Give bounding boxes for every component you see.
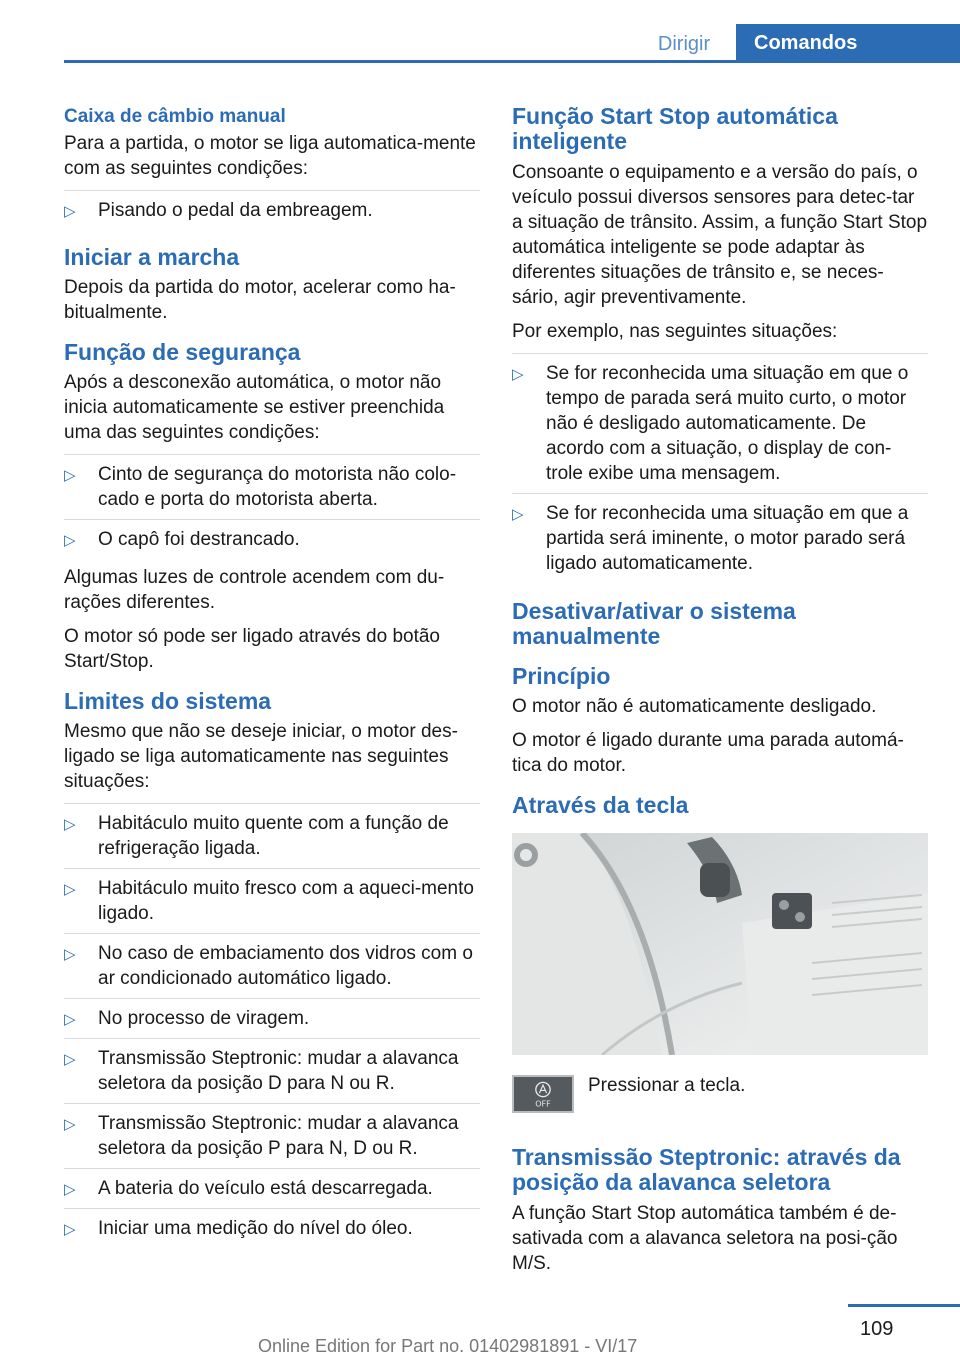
triangle-right-icon: ▷ xyxy=(64,1116,76,1133)
list-seguranca xyxy=(64,454,480,559)
list-manual xyxy=(64,190,480,230)
triangle-right-icon: ▷ xyxy=(64,1181,76,1198)
list-item: ▷ A bateria do veículo está descarregada. xyxy=(64,1168,480,1208)
heading-limites-sistema: Limites do sistema xyxy=(64,688,272,714)
key-instruction-row xyxy=(512,1073,928,1125)
heading-steptronic: Transmissão Steptronic: através da posição da alavanca seletora xyxy=(512,1144,901,1195)
heading-iniciar-marcha: Iniciar a marcha xyxy=(64,244,240,270)
triangle-right-icon: ▷ xyxy=(64,881,76,898)
page-header xyxy=(0,0,960,64)
heading-funcao-seguranca: Função de segurança xyxy=(64,339,301,365)
left-column xyxy=(64,104,480,1254)
header-chapter-tab[interactable]: Comandos xyxy=(736,24,960,62)
list-item: ▷ Habitáculo muito fresco com a aqueci-mento ligado. xyxy=(64,868,480,933)
key-instruction: Pressionar a tecla. xyxy=(588,1075,746,1096)
list-item: ▷ Transmissão Steptronic: mudar a alavanca seletora da posição P para N, D ou R. xyxy=(64,1103,480,1168)
paragraph-iniciar: Depois da partida do motor, acelerar como ha-bitualmente. xyxy=(64,277,456,323)
heading-principio: Princípio xyxy=(512,663,611,689)
paragraph-luzes: Algumas luzes de controle acendem com du-rações diferentes. xyxy=(64,567,445,613)
paragraph-principio-1: O motor não é automaticamente desligado. xyxy=(512,696,877,717)
svg-text:OFF: OFF xyxy=(535,1099,551,1109)
triangle-right-icon: ▷ xyxy=(64,1051,76,1068)
triangle-right-icon: ▷ xyxy=(64,946,76,963)
page-number-rule xyxy=(848,1304,960,1307)
paragraph-seguranca: Após a desconexão automática, o motor não inicia automaticamente se estiver preenchida uma das seguintes condições: xyxy=(64,372,445,443)
list-item: ▷ Se for reconhecida uma situação em que a partida será iminente, o motor parado será ligado automaticamente. xyxy=(512,493,928,583)
triangle-right-icon: ▷ xyxy=(64,816,76,833)
dashboard-photo xyxy=(512,833,928,1055)
list-item: ▷ Iniciar uma medição do nível do óleo. xyxy=(64,1208,480,1248)
paragraph-principio-2: O motor é ligado durante uma parada automá-tica do motor. xyxy=(512,730,904,776)
triangle-right-icon: ▷ xyxy=(64,203,76,220)
triangle-right-icon: ▷ xyxy=(64,532,76,549)
header-rule xyxy=(64,60,960,63)
heading-atraves-tecla: Através da tecla xyxy=(512,792,689,818)
list-limites xyxy=(64,803,480,1248)
paragraph-manual: Para a partida, o motor se liga automatica-mente com as seguintes condições: xyxy=(64,133,476,179)
page-number: 109 xyxy=(860,1318,894,1340)
list-item: ▷ Pisando o pedal da embreagem. xyxy=(64,190,480,230)
list-item: ▷ Habitáculo muito quente com a função de refrigeração ligada. xyxy=(64,803,480,868)
list-item: ▷ No processo de viragem. xyxy=(64,998,480,1038)
list-item: ▷ Transmissão Steptronic: mudar a alavanca seletora da posição D para N ou R. xyxy=(64,1038,480,1103)
paragraph-steptronic: A função Start Stop automática também é de-sativada com a alavanca seletora na posi-ção M/S. xyxy=(512,1203,898,1274)
paragraph-limites: Mesmo que não se deseje iniciar, o motor des-ligado se liga automaticamente nas seguintes situações: xyxy=(64,721,458,792)
paragraph-botao: O motor só pode ser ligado através do botão Start/Stop. xyxy=(64,626,441,672)
header-section[interactable]: Dirigir xyxy=(657,33,711,55)
heading-manual-gearbox: Caixa de câmbio manual xyxy=(64,106,286,127)
paragraph-exemplo: Por exemplo, nas seguintes situações: xyxy=(512,321,838,342)
paragraph-funcao: Consoante o equipamento e a versão do país, o veículo possui diversos sensores para detec-tar a situação de trânsito. Assim, a função Start Stop automática inteligente se pode adaptar às diferentes situações de trânsito e, se neces-sário, agir preventivamente. xyxy=(512,162,928,308)
triangle-right-icon: ▷ xyxy=(64,1011,76,1028)
list-item: ▷ Se for reconhecida uma situação em que o tempo de parada será muito curto, o motor não é desligado automaticamente. De acordo com a situação, o display de con-trole exibe uma mensagem. xyxy=(512,353,928,493)
list-item: ▷ No caso de embaciamento dos vidros com o ar condicionado automático ligado. xyxy=(64,933,480,998)
triangle-right-icon: ▷ xyxy=(512,366,524,383)
list-item: ▷ O capô foi destrancado. xyxy=(64,519,480,559)
triangle-right-icon: ▷ xyxy=(512,506,524,523)
list-exemplo xyxy=(512,353,928,583)
list-item: ▷ Cinto de segurança do motorista não colo-cado e porta do motorista aberta. xyxy=(64,454,480,519)
triangle-right-icon: ▷ xyxy=(64,1221,76,1238)
auto-start-stop-off-icon[interactable] xyxy=(512,1075,574,1113)
right-column xyxy=(512,104,928,1285)
triangle-right-icon: ▷ xyxy=(64,467,76,484)
heading-desativar-sistema: Desativar/ativar o sistema manualmente xyxy=(512,598,796,649)
heading-funcao-start-stop: Função Start Stop automática inteligente xyxy=(512,103,838,154)
footer-edition: Online Edition for Part no. 01402981891 - VI/17 xyxy=(258,1336,638,1356)
